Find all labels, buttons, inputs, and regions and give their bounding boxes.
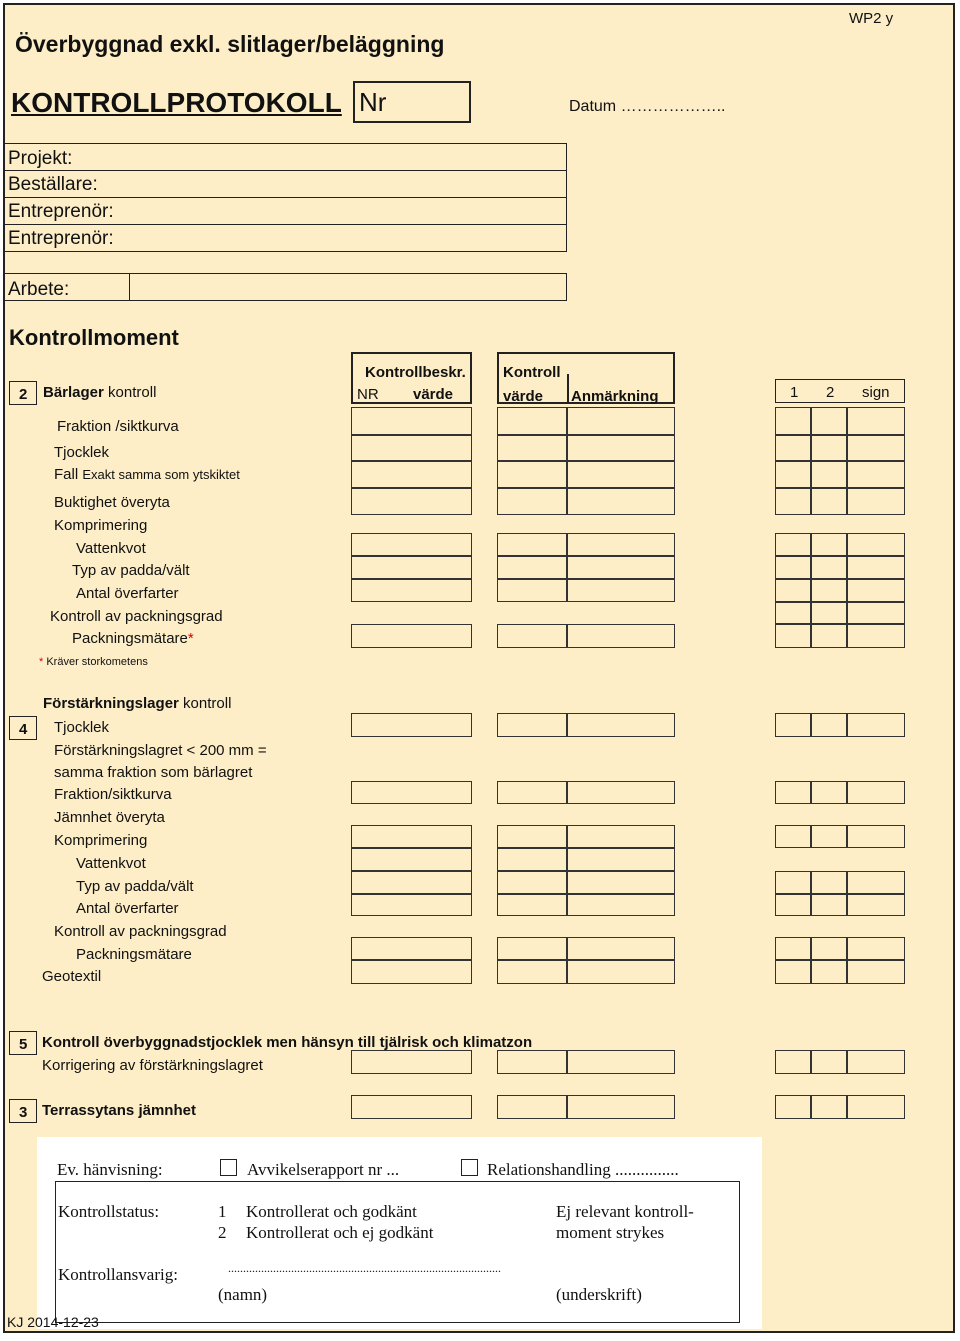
s2-footnote-star: * — [39, 656, 44, 668]
status-1-cell[interactable] — [775, 602, 811, 624]
page — [3, 3, 955, 1333]
s4-item-geotextil: Geotextil — [42, 968, 102, 985]
status-1-cell[interactable] — [775, 488, 811, 515]
sign-cell[interactable] — [847, 871, 905, 894]
anmarkning-cell[interactable] — [567, 1095, 675, 1119]
anmarkning-cell[interactable] — [567, 825, 675, 848]
anmarkning-cell[interactable] — [567, 894, 675, 916]
ej-relevant-line-2: moment strykes — [556, 1223, 665, 1242]
kontrollstatus-label: Kontrollstatus: — [58, 1202, 160, 1221]
section-2-title-bold: Bärlager — [43, 384, 104, 401]
section-2-title-rest: kontroll — [103, 384, 157, 401]
status-2-cell[interactable] — [811, 713, 847, 737]
datum-field[interactable]: Datum ……………….. — [569, 98, 726, 115]
kontrollbeskr-cell[interactable] — [351, 894, 472, 916]
kontroll-varde-cell[interactable] — [497, 407, 567, 435]
kontroll-varde-label: värde — [503, 388, 544, 405]
status-2-cell[interactable] — [811, 533, 847, 556]
sign-cell[interactable] — [847, 533, 905, 556]
s2-asterisk: * — [187, 630, 194, 647]
anmarkning-cell[interactable] — [567, 937, 675, 960]
kontroll-varde-cell[interactable] — [497, 713, 567, 737]
nr-label: Nr — [359, 87, 387, 117]
kontroll-varde-cell[interactable] — [497, 848, 567, 871]
sign-cell[interactable] — [847, 602, 905, 624]
kontrollbeskr-cell[interactable] — [351, 407, 472, 435]
s4-item-forstarkning-note-1: Förstärkningslagret < 200 mm = — [54, 742, 267, 759]
s2-item-tjocklek: Tjocklek — [54, 444, 110, 461]
s2-item-buktighet: Buktighet överyta — [54, 494, 170, 511]
kontroll-varde-cell[interactable] — [497, 624, 567, 648]
s2-item-packningsmatare — [72, 631, 194, 646]
status-2-cell[interactable] — [811, 781, 847, 804]
signature-dotted-line[interactable]: ........................................................................................... — [228, 1261, 501, 1275]
status-1-cell[interactable] — [775, 533, 811, 556]
status-2-cell[interactable] — [811, 825, 847, 848]
kontrollmoment-heading: Kontrollmoment — [9, 325, 179, 350]
s4-item-vattenkvot: Vattenkvot — [76, 855, 146, 872]
kontrollbeskr-cell[interactable] — [351, 871, 472, 894]
s4-item-tjocklek: Tjocklek — [54, 719, 110, 736]
sign-cell[interactable] — [847, 825, 905, 848]
anmarkning-cell[interactable] — [567, 1050, 675, 1074]
status-2-cell[interactable] — [811, 461, 847, 488]
sign-cell[interactable] — [847, 1095, 905, 1119]
anm-divider — [567, 374, 569, 404]
s4-item-overfarter: Antal överfarter — [76, 900, 179, 917]
kontrollbeskr-cell[interactable] — [351, 624, 472, 648]
s4-item-fraktion: Fraktion/siktkurva — [54, 786, 172, 803]
relation-label: Relationshandling ............... — [487, 1160, 679, 1179]
section-4-num-text: 4 — [19, 721, 28, 738]
kontroll-varde-cell[interactable] — [497, 825, 567, 848]
revision-date: KJ 2014-12-23 — [7, 1314, 99, 1330]
sign-cell[interactable] — [847, 461, 905, 488]
s2-item-padda: Typ av padda/vält — [72, 562, 190, 579]
kontrollbeskr-cell[interactable] — [351, 1095, 472, 1119]
kontrollbeskr-cell[interactable] — [351, 937, 472, 960]
status-1-cell[interactable] — [775, 407, 811, 435]
kontroll-varde-cell[interactable] — [497, 781, 567, 804]
section-2-title — [43, 385, 156, 400]
kontroll-varde-cell[interactable] — [497, 937, 567, 960]
projekt-field[interactable] — [5, 143, 567, 171]
section-3-title: Terrassytans jämnhet — [42, 1102, 196, 1119]
s2-packningsmatare-label: Packningsmätare — [72, 630, 188, 647]
form-code: WP2 y — [849, 10, 894, 27]
sign-cell[interactable] — [847, 894, 905, 916]
s4-item-komprimering: Komprimering — [54, 832, 148, 849]
s2-item-vattenkvot: Vattenkvot — [76, 540, 146, 557]
arbete-label: Arbete: — [8, 279, 70, 300]
kontroll-varde-cell[interactable] — [497, 533, 567, 556]
status-2-cell[interactable] — [811, 435, 847, 461]
entreprenor-label-1: Entreprenör: — [8, 201, 114, 222]
kontrollbeskr-cell[interactable] — [351, 960, 472, 984]
sign-cell[interactable] — [847, 624, 905, 648]
status-2-text: Kontrollerat och ej godkänt — [246, 1223, 434, 1242]
s2-footnote — [39, 657, 148, 668]
kontroll-varde-cell[interactable] — [497, 488, 567, 515]
status-2-cell[interactable] — [811, 894, 847, 916]
status-1-text: Kontrollerat och godkänt — [246, 1202, 417, 1221]
section-4-title — [43, 696, 231, 711]
s4-item-padda: Typ av padda/vält — [76, 878, 194, 895]
s2-fall-label: Fall — [54, 466, 79, 483]
kontrollansvarig-label: Kontrollansvarig: — [58, 1265, 178, 1284]
col-1-label: 1 — [790, 384, 799, 401]
kontroll-varde-cell[interactable] — [497, 556, 567, 579]
kontrollbeskr-cell[interactable] — [351, 435, 472, 461]
anmarkning-cell[interactable] — [567, 781, 675, 804]
section-2-num-text: 2 — [19, 386, 28, 403]
status-2-cell[interactable] — [811, 488, 847, 515]
s2-item-overfarter: Antal överfarter — [76, 585, 179, 602]
anmarkning-cell[interactable] — [567, 624, 675, 648]
anmarkning-cell[interactable] — [567, 407, 675, 435]
kontroll-col-label: Kontroll — [503, 364, 561, 381]
anmarkning-cell[interactable] — [567, 435, 675, 461]
s4-item-packningsmatare: Packningsmätare — [76, 946, 192, 963]
nr-col-label: NR — [357, 386, 379, 403]
sign-cell[interactable] — [847, 556, 905, 579]
status-2-cell[interactable] — [811, 624, 847, 648]
entreprenor-field-1[interactable] — [5, 198, 567, 225]
nr-field[interactable] — [353, 81, 471, 123]
kontrollbeskr-cell[interactable] — [351, 1050, 472, 1074]
kontroll-varde-cell[interactable] — [497, 579, 567, 602]
namn-label: (namn) — [218, 1285, 268, 1304]
section-5-title: Kontroll överbyggnadstjocklek men hänsyn till tjälrisk och klimatzon — [42, 1034, 533, 1051]
section-2-number — [9, 381, 37, 405]
sign-cell[interactable] — [847, 713, 905, 737]
relation-checkbox[interactable] — [461, 1159, 478, 1176]
status-1-cell[interactable] — [775, 960, 811, 984]
anmarkning-cell[interactable] — [567, 713, 675, 737]
projekt-label: Projekt: — [8, 148, 73, 169]
status-1-cell[interactable] — [775, 825, 811, 848]
underskrift-label: (underskrift) — [556, 1285, 642, 1304]
sign-cell[interactable] — [847, 488, 905, 515]
status-1-cell[interactable] — [775, 624, 811, 648]
kontroll-varde-cell[interactable] — [497, 1050, 567, 1074]
footer-panel — [37, 1137, 762, 1329]
s4-item-jamnhet: Jämnhet överyta — [54, 809, 165, 826]
kontrollbeskr-label: Kontrollbeskr. — [365, 364, 466, 381]
status-1-cell[interactable] — [775, 579, 811, 602]
s2-fall-note: Exakt samma som ytskiktet — [82, 467, 240, 482]
anmarkning-cell[interactable] — [567, 488, 675, 515]
status-2-cell[interactable] — [811, 960, 847, 984]
section-3-number — [9, 1099, 37, 1123]
kontroll-varde-cell[interactable] — [497, 461, 567, 488]
kontrollbeskr-cell[interactable] — [351, 579, 472, 602]
status-2-number: 2 — [218, 1223, 227, 1242]
kontrollbeskr-cell[interactable] — [351, 488, 472, 515]
entreprenor-field-2[interactable] — [5, 225, 567, 252]
section-3-num-text: 3 — [19, 1104, 28, 1121]
s4-item-forstarkning-note-2: samma fraktion som bärlagret — [54, 764, 253, 781]
kontrollbeskr-cell[interactable] — [351, 461, 472, 488]
section-5-sub: Korrigering av förstärkningslagret — [42, 1057, 263, 1074]
section-4-title-bold: Förstärkningslager — [43, 695, 179, 712]
status-1-cell[interactable] — [775, 713, 811, 737]
form-title: Överbyggnad exkl. slitlager/beläggning — [15, 31, 445, 57]
avvikelse-checkbox[interactable] — [220, 1159, 237, 1176]
anmarkning-cell[interactable] — [567, 960, 675, 984]
s4-item-packningsgrad: Kontroll av packningsgrad — [54, 923, 227, 940]
protocol-title: KONTROLLPROTOKOLL — [11, 87, 342, 118]
kontroll-varde-cell[interactable] — [497, 894, 567, 916]
status-2-cell[interactable] — [811, 1095, 847, 1119]
status-2-cell[interactable] — [811, 937, 847, 960]
kontroll-varde-cell[interactable] — [497, 871, 567, 894]
section-5-num-text: 5 — [19, 1036, 28, 1053]
arbete-field[interactable] — [5, 273, 567, 301]
bestallare-label: Beställare: — [8, 174, 98, 195]
entreprenor-label-2: Entreprenör: — [8, 228, 114, 249]
kontrollbeskr-header — [351, 352, 472, 404]
anmarkning-label: Anmärkning — [571, 388, 659, 405]
anmarkning-cell[interactable] — [567, 556, 675, 579]
status-2-cell[interactable] — [811, 556, 847, 579]
sign-cell[interactable] — [847, 937, 905, 960]
s2-item-packningsgrad: Kontroll av packningsgrad — [50, 608, 223, 625]
anmarkning-cell[interactable] — [567, 533, 675, 556]
kontrollbeskr-cell[interactable] — [351, 825, 472, 848]
status-1-cell[interactable] — [775, 894, 811, 916]
s2-footnote-text: Kräver storkometens — [43, 656, 148, 668]
anmarkning-cell[interactable] — [567, 461, 675, 488]
sign-cell[interactable] — [847, 960, 905, 984]
status-2-cell[interactable] — [811, 602, 847, 624]
ev-hanvisning-label: Ev. hänvisning: — [57, 1160, 163, 1179]
sign-cell[interactable] — [847, 407, 905, 435]
kontroll-varde-cell[interactable] — [497, 435, 567, 461]
section-4-title-rest: kontroll — [178, 695, 232, 712]
ej-relevant-line-1: Ej relevant kontroll- — [556, 1202, 694, 1221]
kontroll-header — [497, 352, 675, 404]
kontrollbeskr-cell[interactable] — [351, 533, 472, 556]
status-1-number: 1 — [218, 1202, 227, 1221]
status-1-cell[interactable] — [775, 435, 811, 461]
status-2-cell[interactable] — [811, 1050, 847, 1074]
section-5-number — [9, 1031, 37, 1055]
anmarkning-cell[interactable] — [567, 579, 675, 602]
varde-col-label: värde — [413, 386, 454, 403]
anmarkning-cell[interactable] — [567, 848, 675, 871]
sign-cell[interactable] — [847, 435, 905, 461]
sign-cell[interactable] — [847, 781, 905, 804]
kontrollbeskr-cell[interactable] — [351, 556, 472, 579]
status-1-cell[interactable] — [775, 781, 811, 804]
anmarkning-cell[interactable] — [567, 871, 675, 894]
status-1-cell[interactable] — [775, 1050, 811, 1074]
sign-cell[interactable] — [847, 579, 905, 602]
status-2-cell[interactable] — [811, 871, 847, 894]
kontrollbeskr-cell[interactable] — [351, 713, 472, 737]
status-1-cell[interactable] — [775, 1095, 811, 1119]
status-2-cell[interactable] — [811, 579, 847, 602]
sign-label: sign — [862, 384, 890, 401]
avvikelse-label: Avvikelserapport nr ... — [247, 1160, 400, 1179]
kontrollbeskr-cell[interactable] — [351, 848, 472, 871]
sign-header — [775, 379, 905, 403]
sign-cell[interactable] — [847, 1050, 905, 1074]
s2-item-fall — [54, 467, 240, 482]
section-4-number — [9, 716, 37, 740]
status-1-cell[interactable] — [775, 937, 811, 960]
status-1-cell[interactable] — [775, 871, 811, 894]
kontroll-varde-cell[interactable] — [497, 1095, 567, 1119]
bestallare-field[interactable] — [5, 171, 567, 198]
status-2-cell[interactable] — [811, 407, 847, 435]
s2-item-fraktion: Fraktion /siktkurva — [57, 418, 179, 435]
kontroll-varde-cell[interactable] — [497, 960, 567, 984]
status-box — [55, 1181, 740, 1323]
s2-item-komprimering: Komprimering — [54, 517, 148, 534]
col-2-label: 2 — [826, 384, 835, 401]
kontrollbeskr-cell[interactable] — [351, 781, 472, 804]
status-1-cell[interactable] — [775, 556, 811, 579]
arbete-divider — [129, 274, 130, 300]
status-1-cell[interactable] — [775, 461, 811, 488]
